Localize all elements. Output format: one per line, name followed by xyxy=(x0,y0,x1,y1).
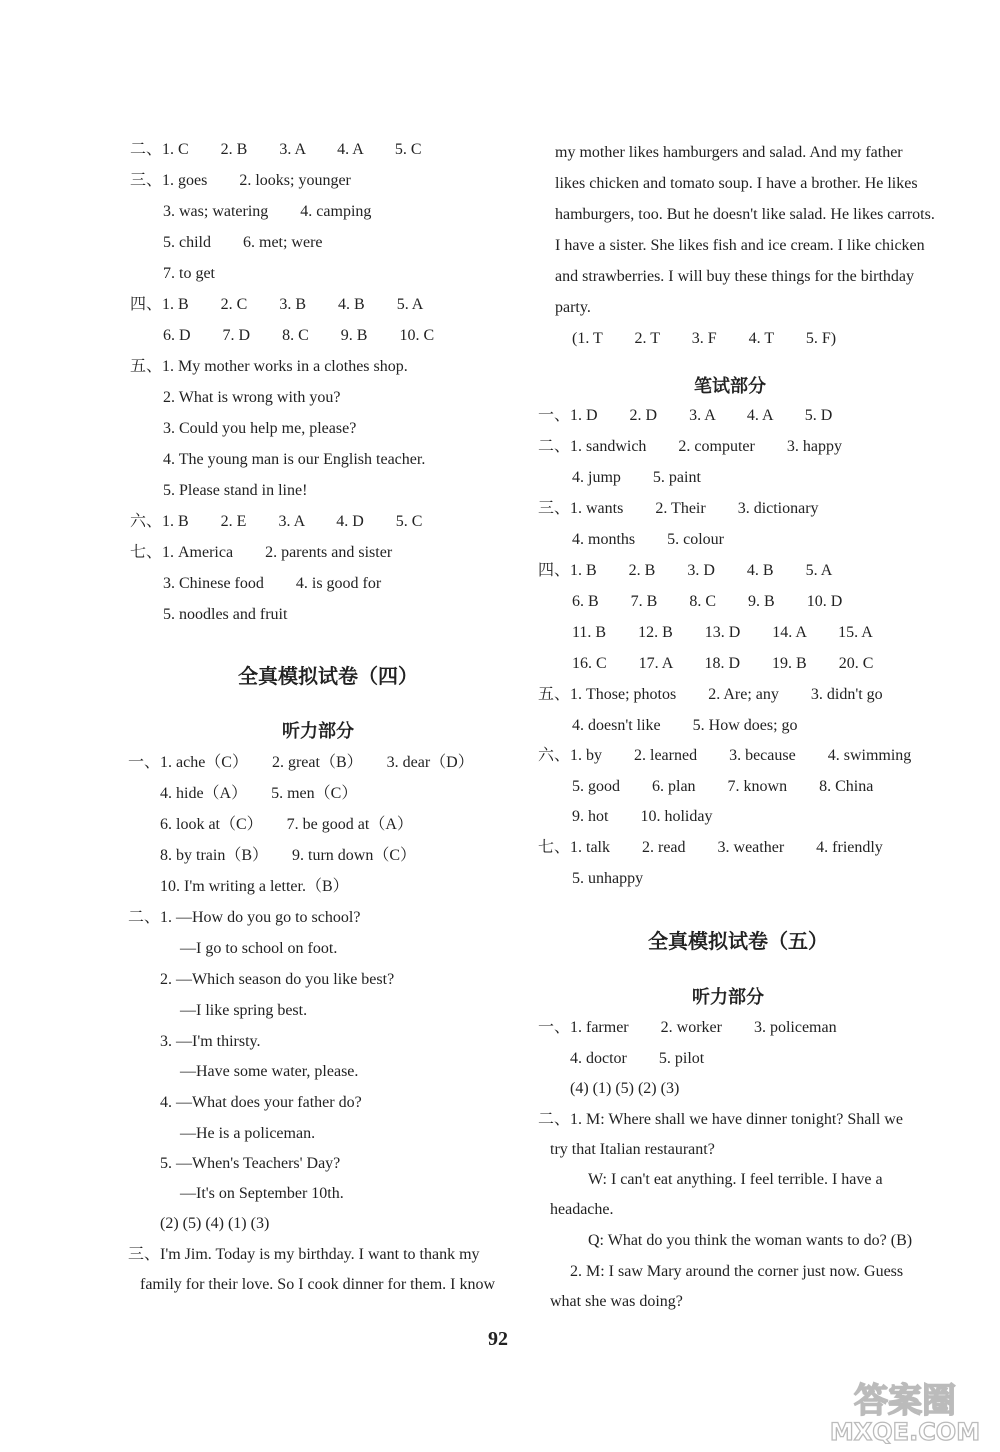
answer-line: 10. I'm writing a letter.（B） xyxy=(160,878,349,895)
exam-title: 全真模拟试卷（五） xyxy=(648,929,828,953)
watermark-text-cn: 答案圈 xyxy=(854,1381,956,1421)
answer-line: 5. child 6. met; were xyxy=(163,234,323,251)
answer-line: 5. good 6. plan 7. known 8. China xyxy=(572,778,874,795)
answer-line: 四、1. B 2. B 3. D 4. B 5. A xyxy=(538,562,833,579)
answer-line: 三、I'm Jim. Today is my birthday. I want to thank my xyxy=(128,1246,480,1263)
answer-line: (4) (1) (5) (2) (3) xyxy=(570,1080,680,1097)
answer-line: 8. by train（B） 9. turn down（C） xyxy=(160,847,416,864)
answer-line: 五、1. Those; photos 2. Are; any 3. didn't go xyxy=(538,686,883,703)
answer-line: —I go to school on foot. xyxy=(180,940,338,957)
answer-line: W: I can't eat anything. I feel terrible. I have a xyxy=(588,1171,883,1188)
answer-line: what she was doing? xyxy=(550,1293,683,1310)
answer-line: 七、1. America 2. parents and sister xyxy=(130,544,393,561)
answer-line: —I like spring best. xyxy=(180,1002,308,1019)
answer-line: 4. doctor 5. pilot xyxy=(570,1050,705,1067)
answer-line: my mother likes hamburgers and salad. And my father xyxy=(555,144,903,161)
answer-line: 4. The young man is our English teacher. xyxy=(163,451,426,468)
answer-line: 6. look at（C） 7. be good at（A） xyxy=(160,816,413,833)
answer-line: 16. C 17. A 18. D 19. B 20. C xyxy=(572,655,874,672)
answer-line: family for their love. So I cook dinner for them. I know xyxy=(140,1276,496,1293)
answer-line: 二、1. M: Where shall we have dinner tonight? Shall we xyxy=(538,1111,903,1128)
answer-line: party. xyxy=(555,299,591,316)
section-heading: 听力部分 xyxy=(282,721,354,742)
answer-line: 4. hide（A） 5. men（C） xyxy=(160,785,358,802)
answer-line: 6. B 7. B 8. C 9. B 10. D xyxy=(572,593,843,610)
answer-line: (2) (5) (4) (1) (3) xyxy=(160,1215,270,1232)
answer-line: 6. D 7. D 8. C 9. B 10. C xyxy=(163,327,435,344)
answer-line: 五、1. My mother works in a clothes shop. xyxy=(130,358,408,375)
answer-line: Q: What do you think the woman wants to do? (B) xyxy=(588,1232,913,1249)
section-heading: 听力部分 xyxy=(692,987,764,1008)
answer-line: 5. noodles and fruit xyxy=(163,606,288,623)
answer-line: 4. months 5. colour xyxy=(572,531,724,548)
answer-line: 六、1. by 2. learned 3. because 4. swimming xyxy=(538,747,912,764)
answer-line: 2. What is wrong with you? xyxy=(163,389,341,406)
answer-line: 5. —When's Teachers' Day? xyxy=(160,1155,341,1172)
answer-line: 5. Please stand in line! xyxy=(163,482,308,499)
answer-line: 一、1. farmer 2. worker 3. policeman xyxy=(538,1019,837,1036)
answer-line: —Have some water, please. xyxy=(180,1063,359,1080)
answer-line: hamburgers, too. But he doesn't like salad. He likes carrots. xyxy=(555,206,935,223)
answer-line: 六、1. B 2. E 3. A 4. D 5. C xyxy=(130,513,423,530)
page-number: 92 xyxy=(488,1328,508,1350)
answer-line: 3. was; watering 4. camping xyxy=(163,203,372,220)
answer-line: —He is a policeman. xyxy=(180,1125,316,1142)
answer-line: headache. xyxy=(550,1201,614,1218)
exam-title: 全真模拟试卷（四） xyxy=(238,664,418,688)
answer-line: 一、1. D 2. D 3. A 4. A 5. D xyxy=(538,407,833,424)
answer-line-prefix: 一、 xyxy=(128,754,161,771)
answer-line: likes chicken and tomato soup. I have a brother. He likes xyxy=(555,175,918,192)
answer-line: 2. M: I saw Mary around the corner just now. Guess xyxy=(570,1263,904,1280)
answer-line: 3. —I'm thirsty. xyxy=(160,1033,261,1050)
answer-line: 4. jump 5. paint xyxy=(572,469,701,486)
answer-line: 二、1. C 2. B 3. A 4. A 5. C xyxy=(130,141,422,158)
answer-line: 二、1. sandwich 2. computer 3. happy xyxy=(538,438,842,455)
answer-line: 11. B 12. B 13. D 14. A 15. A xyxy=(572,624,873,641)
answer-line: I have a sister. She likes fish and ice cream. I like chicken xyxy=(555,237,925,254)
answer-line: 四、1. B 2. C 3. B 4. B 5. A xyxy=(130,296,424,313)
answer-line: —It's on September 10th. xyxy=(180,1185,344,1202)
answer-line: 三、1. goes 2. looks; younger xyxy=(130,172,351,189)
answer-line: 3. Chinese food 4. is good for xyxy=(163,575,382,592)
answer-line: 4. doesn't like 5. How does; go xyxy=(572,717,798,734)
answer-line: 1. ache（C） 2. great（B） 3. dear（D） xyxy=(160,754,474,771)
section-heading: 笔试部分 xyxy=(694,376,766,397)
answer-line: 5. unhappy xyxy=(572,870,644,887)
answer-line: try that Italian restaurant? xyxy=(550,1141,715,1158)
answer-line: 二、1. —How do you go to school? xyxy=(128,909,361,926)
answer-line: 9. hot 10. holiday xyxy=(572,808,713,825)
answer-line: (1. T 2. T 3. F 4. T 5. F) xyxy=(572,330,837,347)
watermark-logo xyxy=(820,1378,990,1444)
answer-line: 3. Could you help me, please? xyxy=(163,420,357,437)
answer-line: 2. —Which season do you like best? xyxy=(160,971,395,988)
answer-line: 4. —What does your father do? xyxy=(160,1094,362,1111)
answer-line: 七、1. talk 2. read 3. weather 4. friendly xyxy=(538,839,883,856)
answer-line: 三、1. wants 2. Their 3. dictionary xyxy=(538,500,819,517)
watermark-text-url: MXQE.COM xyxy=(829,1418,981,1444)
answer-line: 7. to get xyxy=(163,265,215,282)
answer-line: and strawberries. I will buy these things for the birthday xyxy=(555,268,915,285)
